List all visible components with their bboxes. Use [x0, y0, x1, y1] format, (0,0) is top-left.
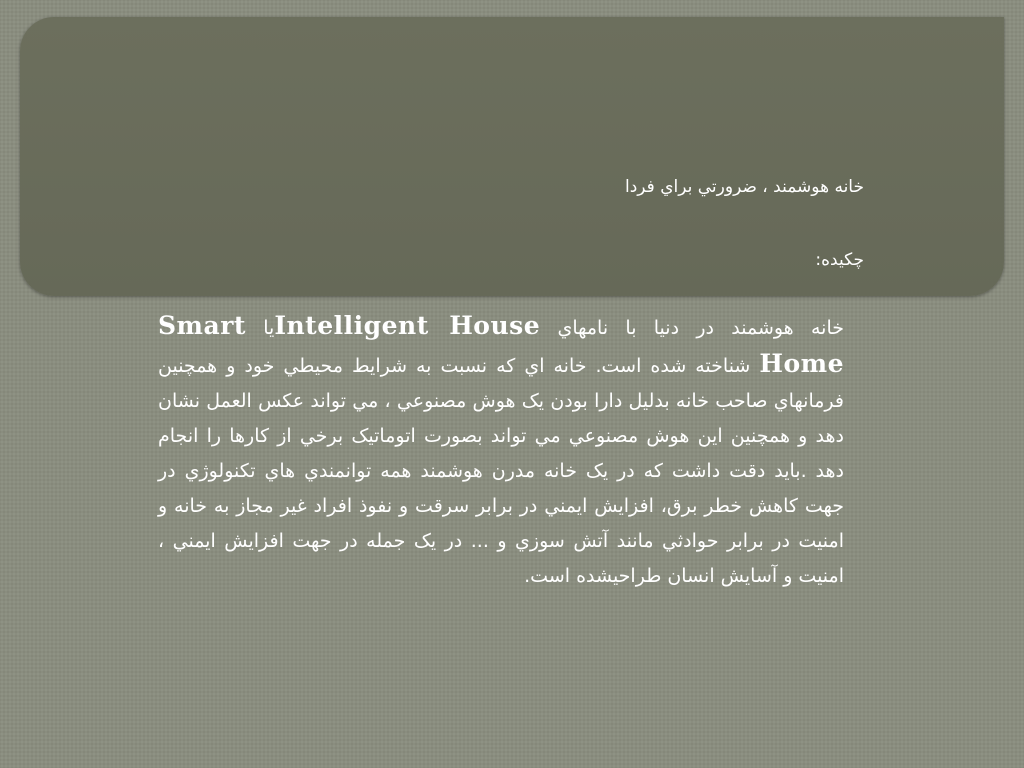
abstract-text-part1: خانه هوشمند در دنيا با نامهاي	[540, 317, 844, 339]
slide-title	[264, 167, 864, 280]
abstract-text-part2: يا	[245, 317, 275, 339]
abstract-text-part3: شناخته شده است. خانه اي که نسبت به شرايط محيطي خود و همچنين فرمانهاي صاحب خانه بدليل دارا بودن يک هوش مصنوعي ، مي تواند عکس العمل نشان دهد و همچنين اين هوش مصنوعي مي تواند بصورت اتوماتيک برخي از کارها را انجام دهد .بايد دقت داشت که در يک خانه مدرن هوشمند همه توانمندي هاي تکنولوژي در جهت کاهش خطر برق، افزايش ايمني در برابر سرقت و نفوذ افراد غير مجاز به خانه و امنيت در برابر حوادثي مانند آتش سوزي و ... در يک جمله در جهت افزايش ايمني ، امنيت و آسايش انسان طراحيشده است.	[158, 355, 844, 587]
slide-title-main: خانه هوشمند ، ضرورتي براي فردا	[625, 177, 864, 197]
abstract-heading: چکيده:	[815, 250, 864, 270]
abstract-term-intelligent-house: Intelligent House	[274, 311, 541, 340]
abstract-body	[158, 308, 844, 594]
abstract-term-smart-home: Smart Home	[158, 311, 844, 378]
